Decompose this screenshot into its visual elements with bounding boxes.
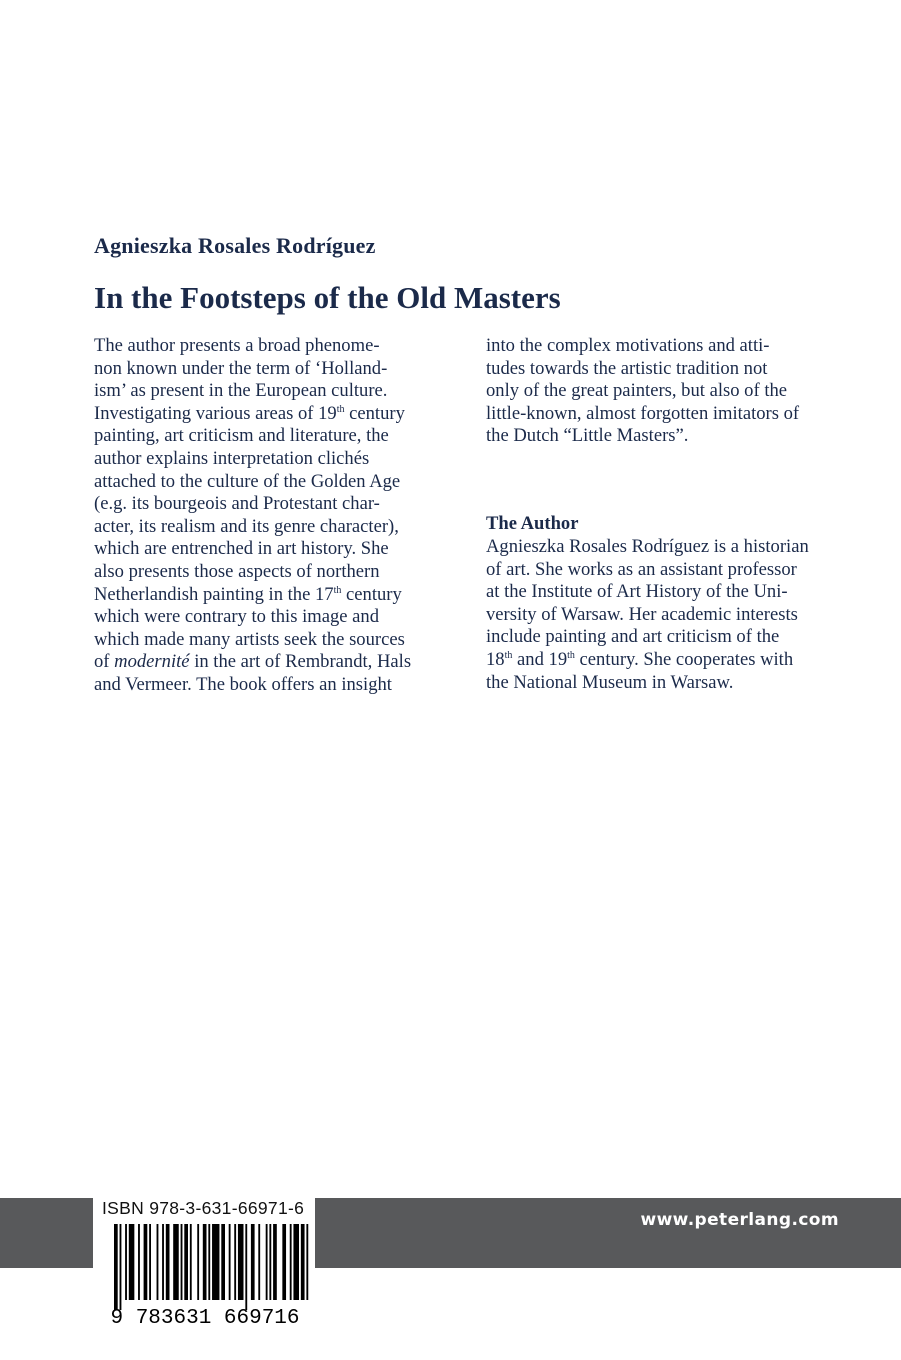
barcode-bar <box>282 1224 286 1300</box>
text-line: The author presents a broad phenome- <box>94 335 380 356</box>
text-line: of modernité in the art of Rembrandt, Hals <box>94 651 412 673</box>
barcode-bar <box>301 1224 305 1300</box>
barcode-bar <box>129 1224 135 1300</box>
author-name: Agnieszka Rosales Rodríguez <box>94 233 376 258</box>
text-line: painting, art criticism and literature, the <box>94 425 389 447</box>
text-line: of art. She works as an assistant professor <box>486 558 797 580</box>
barcode-bar <box>162 1224 164 1300</box>
barcode-bar <box>245 1224 247 1310</box>
text-line: author explains interpretation clichés <box>94 447 370 469</box>
isbn-barcode <box>98 1222 312 1332</box>
barcode-bar <box>258 1224 260 1300</box>
barcode-bar <box>144 1224 148 1300</box>
about-author-heading: The Author <box>486 513 579 534</box>
barcode-bar <box>181 1224 183 1300</box>
barcode-bar <box>293 1224 299 1300</box>
text-line: include painting and art criticism of the <box>486 626 780 648</box>
footer-band-right <box>315 1198 901 1268</box>
barcode-bar <box>251 1224 255 1300</box>
isbn-label: ISBN 978-3-631-66971-6 <box>102 1198 305 1218</box>
text-line: 18th and 19th century. She cooperates with <box>486 648 794 670</box>
text-line: only of the great painters, but also of the <box>486 380 788 402</box>
barcode-bar <box>203 1224 207 1300</box>
barcode-bar <box>125 1224 127 1300</box>
text-line: into the complex motivations and atti- <box>486 335 770 356</box>
barcode-bar <box>166 1224 170 1300</box>
text-line: non known under the term of ‘Holland- <box>94 357 388 379</box>
text-line: (e.g. its bourgeois and Protestant char- <box>94 493 380 515</box>
text-line: Investigating various areas of 19th century <box>94 402 405 424</box>
barcode-bar <box>138 1224 140 1300</box>
text-line: the National Museum in Warsaw. <box>486 671 734 693</box>
barcode-bar <box>290 1224 292 1300</box>
text-line: tudes towards the artistic tradition not <box>486 357 768 379</box>
barcode-bar <box>212 1224 219 1300</box>
text-line: which made many artists seek the sources <box>94 628 405 650</box>
text-line: which were contrary to this image and <box>94 606 380 628</box>
barcode-bar <box>173 1224 179 1300</box>
barcode-digits: 9 783631 669716 <box>110 1307 300 1330</box>
text-line: the Dutch “Little Masters”. <box>486 425 689 447</box>
barcode-bar <box>114 1224 118 1310</box>
description-right-column <box>486 335 846 448</box>
barcode-bar <box>234 1224 236 1300</box>
text-line: versity of Warsaw. Her academic interests <box>486 603 798 625</box>
text-line: little-known, almost forgotten imitators of <box>486 402 800 424</box>
barcode-bar <box>149 1224 151 1300</box>
barcode-bar <box>229 1224 231 1300</box>
barcode-bar <box>269 1224 271 1300</box>
barcode-bar <box>208 1224 210 1300</box>
barcode-bar <box>238 1224 244 1300</box>
footer-band-left <box>0 1198 93 1268</box>
barcode-bar <box>266 1224 268 1300</box>
text-line: which are entrenched in art history. She <box>94 538 389 560</box>
barcode-bar <box>306 1224 308 1300</box>
barcode-bar <box>221 1224 225 1300</box>
text-line: Agnieszka Rosales Rodríguez is a historian <box>486 536 809 557</box>
text-line: Netherlandish painting in the 17th century <box>94 583 402 605</box>
text-line: and Vermeer. The book offers an insight <box>94 673 392 695</box>
text-line: at the Institute of Art History of the Uni- <box>486 581 788 603</box>
text-line: also presents those aspects of northern <box>94 560 380 582</box>
text-line: ism’ as present in the European culture. <box>94 380 388 402</box>
description-left-column <box>94 335 454 697</box>
text-line: acter, its realism and its genre character), <box>94 515 399 537</box>
barcode-bar <box>184 1224 188 1300</box>
author-bio <box>486 536 856 694</box>
barcode-bar <box>190 1224 192 1300</box>
barcode-bar <box>120 1224 122 1310</box>
barcode-bar <box>157 1224 159 1300</box>
barcode-bar <box>273 1224 277 1300</box>
publisher-website: www.peterlang.com <box>640 1210 839 1230</box>
book-title: In the Footsteps of the Old Masters <box>94 280 561 315</box>
text-line: attached to the culture of the Golden Age <box>94 470 401 492</box>
barcode-bar <box>197 1224 199 1300</box>
